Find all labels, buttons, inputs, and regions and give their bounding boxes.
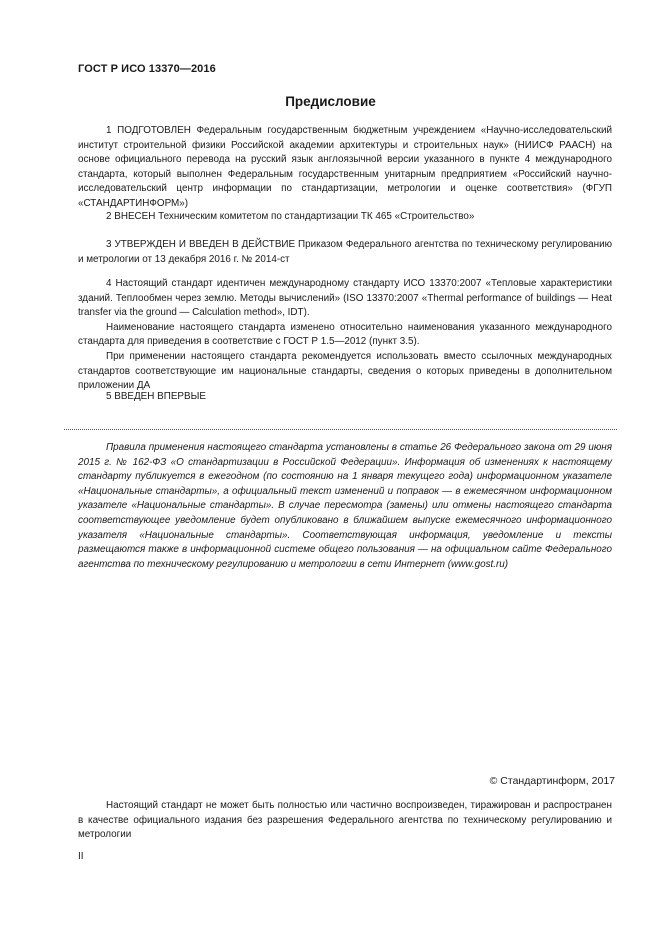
section-divider [64, 429, 617, 430]
rules-notice-block [78, 441, 612, 572]
paragraph-prepared-by: 1 ПОДГОТОВЛЕН Федеральным государственным бюджетным учреждением «Научно-исследовательский институт строительной физики Российской академии архитектуры и строительных наук» (НИИСФ РААСН) на основе официального перевода на русский язык англоязычной версии указанного в пункте 4 международного стандарта, который выполнен Федеральным государственным унитарным предприятием «Российский научно-исследовательский центр информации по стандартизации, метрологии и оценке соответствия» (ФГУП «СТАНДАРТИНФОРМ») [78, 125, 612, 209]
reproduction-notice-block [78, 799, 612, 843]
foreword-item-2 [78, 210, 612, 225]
paragraph-approved: 3 УТВЕРЖДЕН И ВВЕДЕН В ДЕЙСТВИЕ Приказом Федерального агентства по техническому регулированию и метрологии от 13 декабря 2016 г. № 2014-ст [78, 239, 612, 265]
rules-notice-text: Правила применения настоящего стандарта установлены в статье 26 Федерального закона от 29 июня 2015 г. № 162-ФЗ «О стандартизации в Российской Федерации». Информация об изменениях к настоящему стандарту публикуется в ежегодном (по состоянию на 1 января текущего года) информационном указателе «Национальные стандарты», а официальный текст изменений и поправок — в ежемесячном информационном указателе «Национальные стандарты». В случае пересмотра (замены) или отмены настоящего стандарта соответствующее уведомление будет опубликовано в ближайшем выпуске ежемесячного информационного указателя «Национальные стандарты». Соответствующая информация, уведомление и тексты размещаются также в информационной системе общего пользования — на официальном сайте Федерального агентства по техническому регулированию и метрологии в сети Интернет (www.gost.ru) [78, 442, 612, 570]
paragraph-submitted-by: 2 ВНЕСЕН Техническим комитетом по стандартизации ТК 465 «Строительство» [106, 211, 475, 222]
reproduction-notice-text: Настоящий стандарт не может быть полностью или частично воспроизведен, тиражирован и распространен в качестве официального издания без разрешения Федерального агентства по техническому регулированию и метрологии [78, 800, 612, 841]
foreword-item-3 [78, 238, 612, 267]
standard-code-header: ГОСТ Р ИСО 13370—2016 [78, 63, 216, 75]
page-number: II [78, 851, 84, 862]
paragraph-references: При применении настоящего стандарта рекомендуется использовать вместо ссылочных международных стандартов соответствующие им национальные стандарты, сведения о которых приведены в дополнительном приложении ДА [78, 350, 612, 392]
copyright-line: © Стандартинформ, 2017 [489, 775, 615, 787]
foreword-item-5 [78, 390, 612, 405]
paragraph-first-introduced: 5 ВВЕДЕН ВПЕРВЫЕ [106, 391, 206, 402]
foreword-item-4 [78, 277, 612, 394]
paragraph-title-change: Наименование настоящего стандарта изменено относительно наименования указанного международного стандарта для приведения в соответствие с ГОСТ Р 1.5—2012 (пункт 3.5). [78, 321, 612, 348]
foreword-item-1 [78, 124, 612, 212]
paragraph-identical-standard: 4 Настоящий стандарт идентичен международному стандарту ИСО 13370:2007 «Тепловые характеристики зданий. Теплообмен через землю. Методы вычислений» (ISO 13370:2007 «Thermal performance of buildings — Heat transfer via the ground — Calculation method», IDT). [78, 278, 612, 319]
page-title: Предисловие [285, 94, 376, 109]
